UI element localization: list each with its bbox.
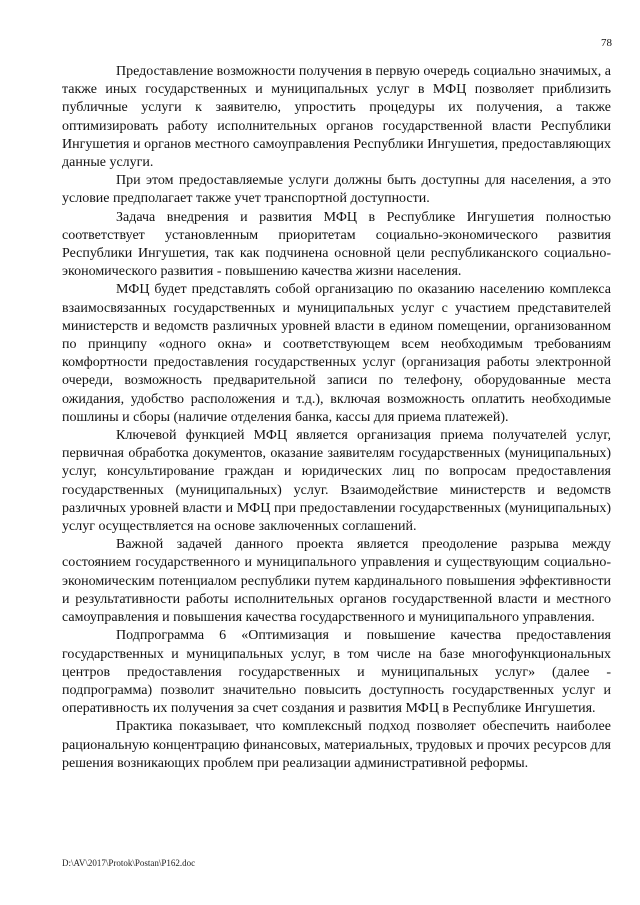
paragraph: Предоставление возможности получения в первую очередь социально значимых, а также иных государственных и муниципальных услуг в МФЦ позволяет приблизить публичные услуги к заявителю, упростить процедуры их получения, а также оптимизировать работу исполнительных органов государственной власти Республики Ингушетия и органов местного самоуправления Республики Ингушетия, предоставляющих данные услуги. (62, 64, 611, 171)
paragraph: МФЦ будет представлять собой организацию по оказанию населению комплекса взаимосвязанных государственных и муниципальных услуг с участием представителей министерств и ведомств различных уровней власти в едином помещении, организованном по принципу «одного окна» и соответствующем всем необходимым требованиям комфортности предоставления государственных услуг (организация работы электронной очереди, возможность предварительной записи по телефону, оборудованные места ожидания, удобство расположения и т.д.), включая возможность оплатить необходимые пошлины и сборы (наличие отделения банка, кассы для приема платежей). (62, 282, 611, 425)
page-number: 78 (601, 37, 612, 49)
document-body (62, 63, 611, 773)
paragraph: При этом предоставляемые услуги должны быть доступны для населения, а это условие предполагает также учет транспортной доступности. (62, 173, 611, 207)
paragraph: Важной задачей данного проекта является преодоление разрыва между состоянием государственного и муниципального управления и существующим социально-экономическим потенциалом республики путем кардинального повышения эффективности и результативности работы исполнительных органов государственной власти и местного самоуправления и повышения качества государственного и муниципального управления. (62, 537, 611, 626)
footer-file-path: D:\AV\2017\Protok\Postan\P162.doc (62, 858, 196, 868)
paragraph: Ключевой функцией МФЦ является организация приема получателей услуг, первичная обработка документов, оказание заявителям государственных (муниципальных) услуг, консультирование граждан и юридических лиц по вопросам предоставления государственных (муниципальных) услуг. Взаимодействие министерств и ведомств различных уровней власти и МФЦ при предоставлении государственных (муниципальных) услуг осуществляется на основе заключенных соглашений. (62, 428, 611, 535)
paragraph: Практика показывает, что комплексный подход позволяет обеспечить наиболее рациональную концентрацию финансовых, материальных, трудовых и прочих ресурсов для решения возникающих проблем при реализации административной реформы. (62, 719, 611, 771)
paragraph: Подпрограмма 6 «Оптимизация и повышение качества предоставления государственных и муниципальных услуг, в том числе на базе многофункциональных центров предоставления государственных и муниципальных услуг» (далее - подпрограмма) позволит значительно повысить доступность государственных услуг и оперативность их получения за счет создания и развития МФЦ в Республике Ингушетия. (62, 628, 611, 717)
paragraph: Задача внедрения и развития МФЦ в Республике Ингушетия полностью соответствует установленным приоритетам социально-экономического развития Республики Ингушетия, так как подчинена основной цели республиканского социально-экономического развития - повышению качества жизни населения. (62, 209, 611, 280)
